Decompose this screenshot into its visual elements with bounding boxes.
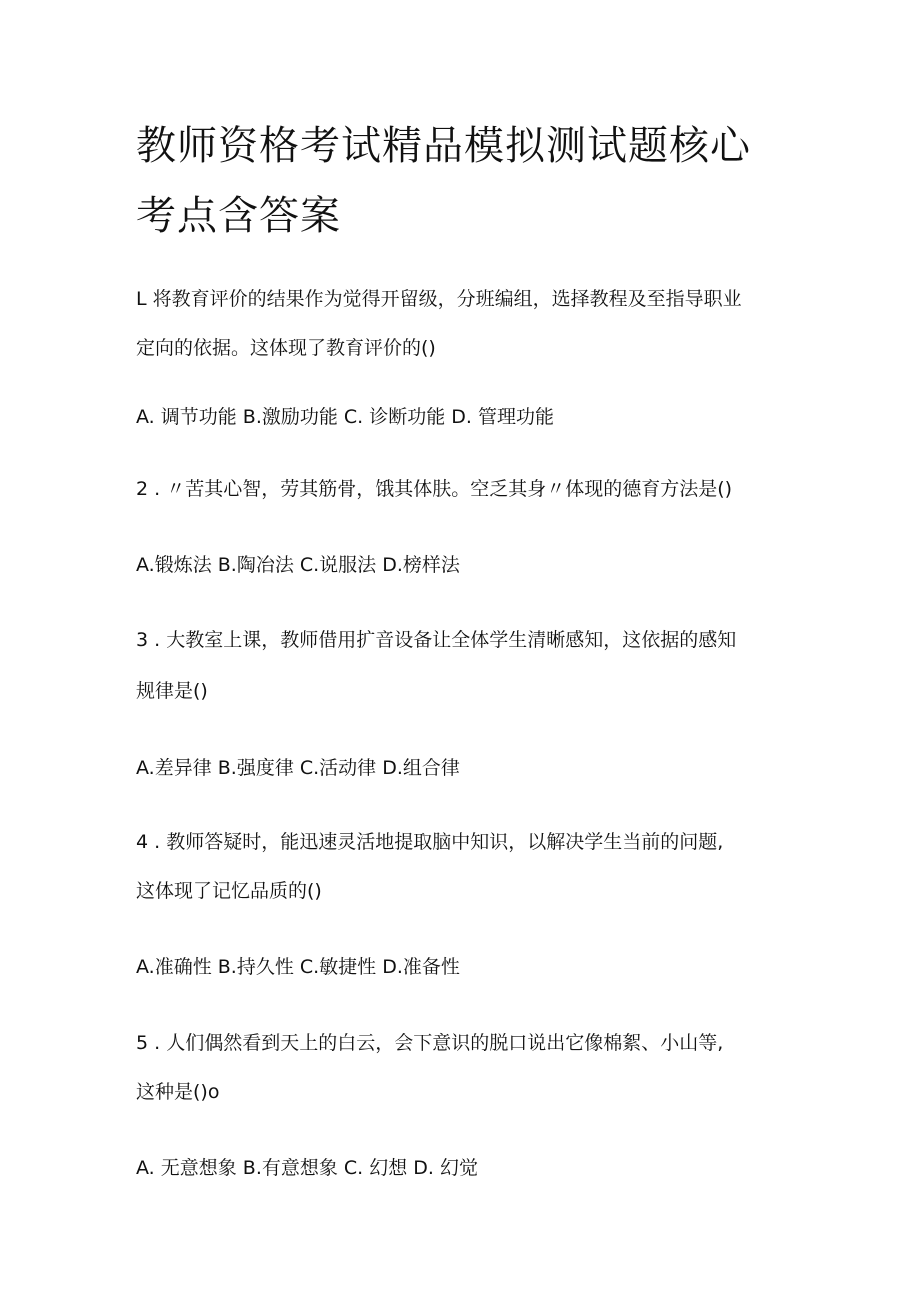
document-title-line-1: 教师资格考试精品模拟测试题核心 — [136, 123, 751, 169]
question-2-options: A.锻炼法 B.陶冶法 C.说服法 D.榜样法 — [136, 554, 460, 576]
question-4-options: A.准确性 B.持久性 C.敏捷性 D.准备性 — [136, 956, 460, 978]
question-1-text-line-1: L 将教育评价的结果作为觉得开留级，分班编组，选择教程及至指导职业 — [136, 288, 742, 310]
question-2-text-line-1: 2 . 〃苦其心智，劳其筋骨，饿其体肤。空乏其身〃体现的德育方法是() — [136, 478, 733, 500]
question-1-text-line-2: 定向的依据。这体现了教育评价的() — [136, 337, 436, 359]
question-5-text-line-2: 这种是()o — [136, 1081, 220, 1103]
document-title-line-2: 考点含答案 — [136, 193, 341, 239]
question-5-options: A. 无意想象 B.有意想象 C. 幻想 D. 幻觉 — [136, 1157, 478, 1179]
question-5-text-line-1: 5 . 人们偶然看到天上的白云，会下意识的脱口说出它像棉絮、小山等, — [136, 1032, 724, 1054]
question-3-text-line-2: 规律是() — [136, 680, 208, 702]
question-3-text-line-1: 3 . 大教室上课，教师借用扩音设备让全体学生清晰感知，这依据的感知 — [136, 629, 737, 651]
question-3-options: A.差异律 B.强度律 C.活动律 D.组合律 — [136, 757, 460, 779]
question-4-text-line-1: 4 . 教师答疑时，能迅速灵活地提取脑中知识，以解决学生当前的问题, — [136, 831, 724, 853]
question-4-text-line-2: 这体现了记忆品质的() — [136, 880, 322, 902]
question-1-options: A. 调节功能 B.激励功能 C. 诊断功能 D. 管理功能 — [136, 406, 554, 428]
